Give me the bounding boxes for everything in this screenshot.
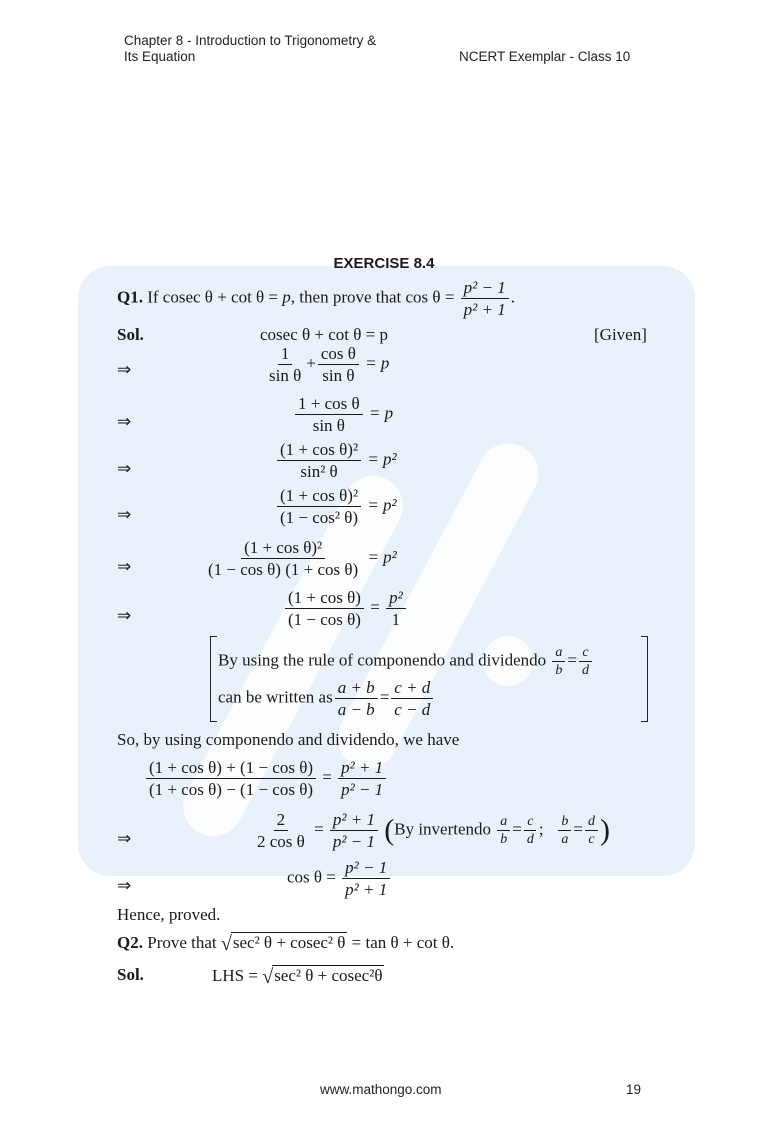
sol2-label: Sol. [117,965,144,984]
sol2-lhs: LHS = √sec² θ + cosec²θ [212,966,383,988]
sol1-step3: $\frac{\text{(1 + cos θ)²}}{\text{sin² θ}}$ = p² [275,440,397,481]
sol1-step6: $\frac{\text{(1 + cos θ)}}{\text{(1 − cos θ)}}$ = $\frac{\text{p²}}{1}$ [283,588,408,629]
hence-proved: Hence, proved. [117,905,221,924]
q2-label: Q2. [117,933,143,952]
question-1: Q1. If cosec θ + cot θ = p, then prove that cos θ = $\frac{\text{p² − 1}}{\text{p² + 1}}$ . [117,278,515,319]
invertendo-label: By invertendo [394,819,492,839]
book-title: NCERT Exemplar - Class 10 [459,49,631,64]
note-bracket-right [641,636,648,722]
implies-arrow: ⇒ [117,557,132,576]
q2-radicand: sec² θ + cosec² θ [232,933,346,952]
page-number: 19 [626,1082,642,1097]
note-bracket-left [210,636,217,722]
given-tag: [Given] [594,325,647,344]
sol1-step0: cosec θ + cot θ = p [260,325,388,344]
implies-arrow: ⇒ [117,505,132,524]
sol1-step8: $\frac{2}{\text{2 cos θ}}$ = $\frac{\text{p² + 1}}{\text{p² − 1}}$ (By invertendo $\frac{a}{b}$ = $\frac{c}{d}$ ; $\frac{b}{a}$ = $\frac{d}{c}$ ) [257,810,610,851]
sol1-step4: $\frac{\text{(1 + cos θ)²}}{\text{(1 − cos² θ)}}$ = p² [275,486,397,527]
sol1-step1: $\frac{1}{\text{sin θ}}$ + $\frac{\text{cos θ}}{\text{sin θ}}$ = p [269,344,390,385]
chapter-title-line1: Chapter 8 - Introduction to Trigonometry & [124,33,377,48]
chapter-header [124,33,376,65]
implies-arrow: ⇒ [117,829,132,848]
sol1-step7: $\frac{\text{(1 + cos θ) + (1 − cos θ)}}{\text{(1 + cos θ) − (1 − cos θ)}}$ = $\frac{\text{p² + 1}}{\text{p² − 1}}$ [144,758,388,799]
implies-arrow: ⇒ [117,360,132,379]
q1-label: Q1. [117,287,143,307]
q1-text-b: , then prove that cos θ = [290,287,459,307]
sol1-step2: $\frac{\text{1 + cos θ}}{\text{sin θ}}$ = p [293,394,393,435]
question-2: Q2. Prove that √sec² θ + cosec² θ = tan θ + cot θ. [117,933,455,955]
exercise-title: EXERCISE 8.4 [333,255,435,272]
sol1-label: Sol. [117,325,144,344]
implies-arrow: ⇒ [117,606,132,625]
so-text: So, by using componendo and dividendo, we have [117,730,460,749]
sol1-step5: $\frac{\text{(1 + cos θ)²}}{\text{(1 − cos θ) (1 + cos θ)}}$ = p² [208,538,397,579]
chapter-title-line2: Its Equation [124,49,196,64]
note-line-1: By using the rule of componendo and dividendo $\frac{a}{b}$ = $\frac{c}{d}$ [218,645,594,678]
q1-text-a: If cosec θ + cot θ = [147,287,283,307]
q1-fraction: $\frac{\text{p² − 1}}{\text{p² + 1}}$ [461,278,509,319]
sol1-step9: cos θ = $\frac{\text{p² − 1}}{\text{p² + 1}}$ [287,858,392,899]
note-line-2: can be written as $\frac{a + b}{a - b}$ = $\frac{c + d}{c - d}$ [218,678,435,719]
footer-website: www.mathongo.com [320,1082,442,1097]
sol2-radicand: sec² θ + cosec²θ [274,966,383,985]
implies-arrow: ⇒ [117,876,132,895]
implies-arrow: ⇒ [117,412,132,431]
q1-p: p [282,287,291,307]
implies-arrow: ⇒ [117,459,132,478]
